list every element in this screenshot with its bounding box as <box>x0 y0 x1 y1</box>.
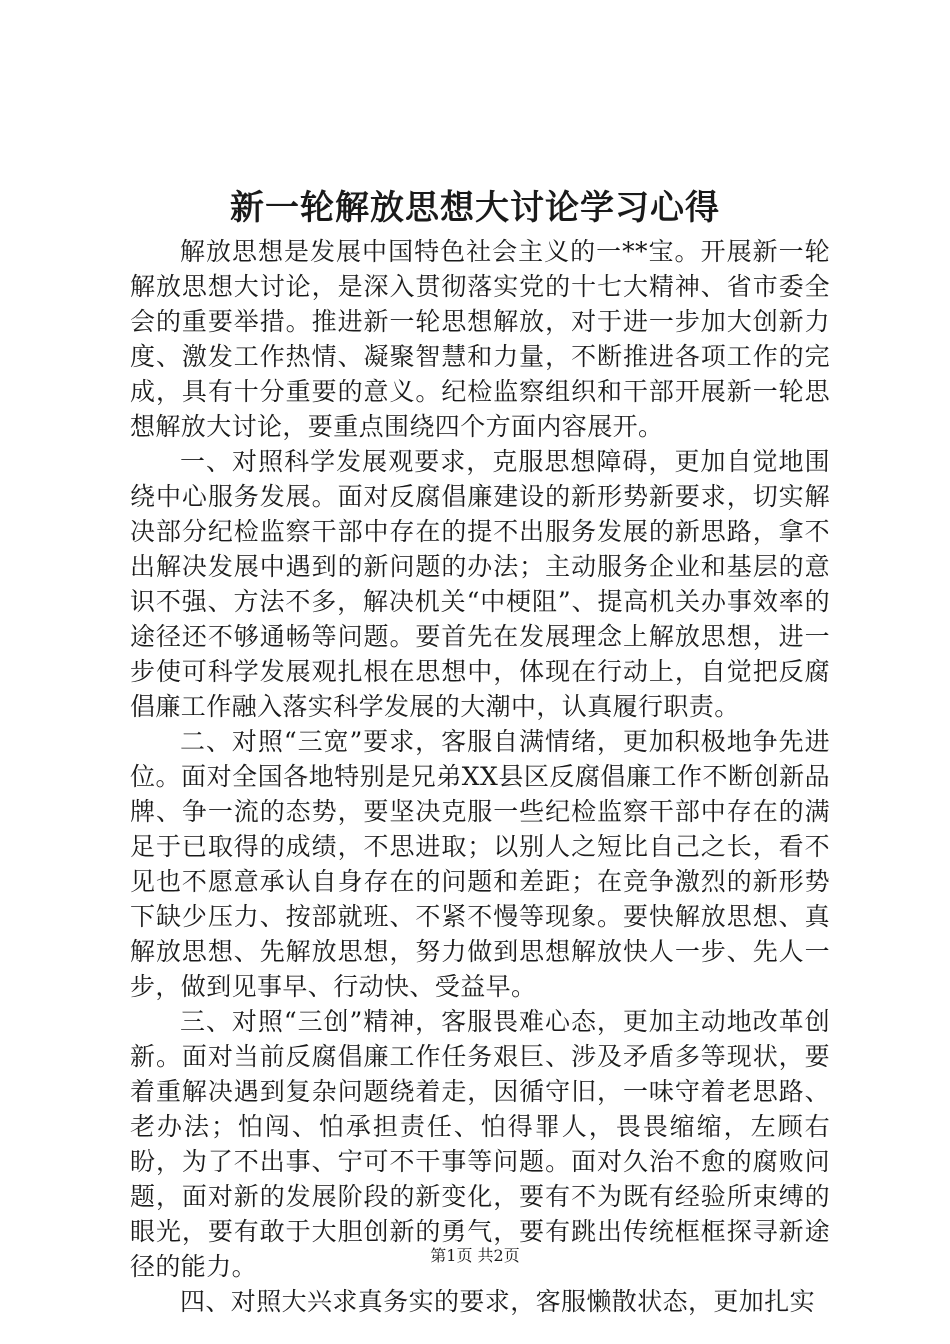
paragraph-section-4: 四、对照大兴求真务实的要求，客服懒散状态，更加扎实 <box>180 1287 816 1316</box>
paragraph-intro: 解放思想是发展中国特色社会主义的一**宝。开展新一轮解放思想大讨论，是深入贯彻落实党的十七大精神、省市委全会的重要举措。推进新一轮思想解放，对于进一步加大创新力度、激发工作热情、凝聚智慧和力量，不断推进各项工作的完成，具有十分重要的意义。纪检监察组织和干部开展新一轮思想解放大讨论，要重点围绕四个方面内容展开。 <box>130 237 830 441</box>
document-body <box>130 234 830 1319</box>
paragraph-section-3: 三、对照“三创”精神，客服畏难心态，更加主动地改革创新。面对当前反腐倡廉工作任务艰巨、涉及矛盾多等现状，要着重解决遇到复杂问题绕着走，因循守旧，一味守着老思路、老办法；怕闯、怕承担责任、怕得罪人，畏畏缩缩，左顾右盼，为了不出事、宁可不干事等问题。面对久治不愈的腐败问题，面对新的发展阶段的新变化，要有不为既有经验所束缚的眼光，要有敢于大胆创新的勇气，要有跳出传统框框探寻新途径的能力。 <box>130 1007 830 1281</box>
page-number-footer: 第1页 共2页 <box>430 1246 520 1265</box>
paragraph-section-2: 二、对照“三宽”要求，客服自满情绪，更加积极地争先进位。面对全国各地特别是兄弟XX县区反腐倡廉工作不断创新品牌、争一流的态势，要坚决克服一些纪检监察干部中存在的满足于已取得的成绩，不思进取；以别人之短比自己之长，看不见也不愿意承认自身存在的问题和差距；在竞争激烈的新形势下缺少压力、按部就班、不紧不慢等现象。要快解放思想、真解放思想、先解放思想，努力做到思想解放快人一步、先人一步，做到见事早、行动快、受益早。 <box>130 727 830 1001</box>
paragraph-section-1: 一、对照科学发展观要求，克服思想障碍，更加自觉地围绕中心服务发展。面对反腐倡廉建设的新形势新要求，切实解决部分纪检监察干部中存在的提不出服务发展的新思路，拿不出解决发展中遇到的新问题的办法；主动服务企业和基层的意识不强、方法不多，解决机关“中梗阻”、提高机关办事效率的途径还不够通畅等问题。要首先在发展理念上解放思想，进一步使可科学发展观扎根在思想中，体现在行动上，自觉把反腐倡廉工作融入落实科学发展的大潮中，认真履行职责。 <box>130 447 830 721</box>
document-title: 新一轮解放思想大讨论学习心得 <box>230 188 720 228</box>
